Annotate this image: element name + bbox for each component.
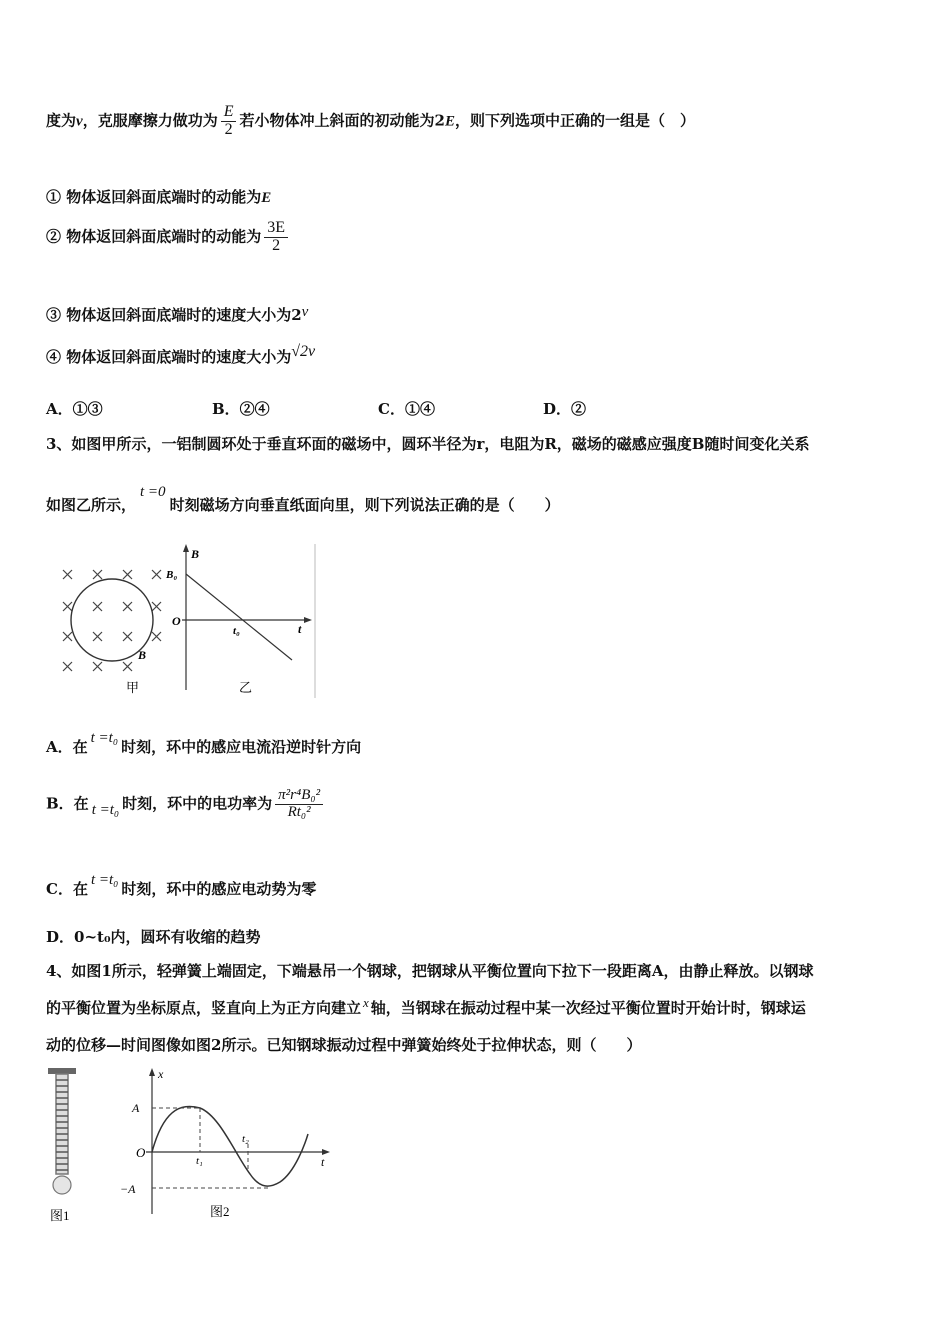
- opt-c-equation: t =t₀: [90, 872, 119, 888]
- q3-option-a[interactable]: [46, 730, 362, 757]
- q3-option-d[interactable]: D．0~t₀内，圆环有收缩的趋势: [46, 928, 261, 946]
- q4-stem-line3: 动的位移—时间图像如图2所示。已知钢球振动过程中弹簧始终处于拉伸状态，则（ ）: [46, 1036, 642, 1054]
- x-axis-arrow: [149, 1068, 155, 1076]
- frac-denominator: Rt₀²: [287, 803, 311, 820]
- item4-text: ④ 物体返回斜面底端时的速度大小为: [46, 348, 292, 366]
- item1-value: E: [261, 190, 272, 206]
- frac-numerator: π²r⁴B₀²: [275, 788, 323, 805]
- q4-text-a: 的平衡位置为坐标原点，竖直向上为正方向建立: [46, 999, 362, 1017]
- opt-b-text: 时刻，环中的电功率为: [122, 794, 273, 813]
- cross-mark: [123, 602, 132, 611]
- cross-mark: [93, 662, 102, 671]
- cross-mark: [152, 632, 161, 641]
- q2-text-b: ，克服摩擦力做功为: [82, 111, 218, 130]
- q2-item-2: [46, 220, 291, 255]
- cross-mark: [152, 602, 161, 611]
- cross-mark: [93, 602, 102, 611]
- q4-stem-line2: [46, 997, 806, 1018]
- axis-label-a: A: [132, 1101, 140, 1115]
- q4-figure-1-spring: [40, 1066, 100, 1226]
- q2-option-c[interactable]: C．①④: [378, 400, 435, 418]
- opt-b-power-fraction: [275, 788, 323, 821]
- fig-label-2: 图2: [210, 1204, 230, 1219]
- q2-var-v: v: [76, 113, 83, 130]
- axis-label-t1: t₁: [196, 1155, 203, 1167]
- item3-text: ③ 物体返回斜面底端时的速度大小为2: [46, 306, 302, 324]
- cross-mark: [93, 632, 102, 641]
- q3-stem-line1: 3、如图甲所示，一铝制圆环处于垂直环面的磁场中，圆环半径为r，电阻为R，磁场的磁感应强度B随时间变化关系: [46, 435, 810, 453]
- item2-fraction: [264, 220, 288, 255]
- cross-mark: [123, 662, 132, 671]
- q3-option-b[interactable]: [46, 788, 326, 821]
- opt-a-equation: t =t₀: [90, 730, 119, 746]
- frac-numerator: E: [221, 104, 237, 122]
- cross-mark: [63, 570, 72, 579]
- cross-mark: [63, 602, 72, 611]
- opt-a-text: 时刻，环中的感应电流沿逆时针方向: [121, 738, 362, 756]
- q2-item-3: [46, 304, 308, 325]
- cross-mark: [63, 662, 72, 671]
- q3-text-a: 如图乙所示，: [46, 496, 137, 514]
- opt-c-prefix: C．在: [46, 880, 88, 898]
- q4-figure-2-graph: [110, 1064, 340, 1224]
- cross-mark: [123, 632, 132, 641]
- axis-label-b: B: [191, 547, 200, 561]
- opt-a-prefix: A．在: [46, 738, 88, 756]
- axis-label-t0: t₀: [233, 625, 240, 637]
- b-axis-arrow: [183, 544, 189, 552]
- cross-mark: [63, 632, 72, 641]
- q2-item-1: [46, 186, 271, 207]
- t-axis-arrow: [304, 617, 312, 623]
- axis-label-x: x: [158, 1067, 164, 1081]
- cross-mark: [123, 570, 132, 579]
- item4-value: √2v: [291, 343, 316, 360]
- q4-text-b: 轴，当钢球在振动过程中某一次经过平衡位置时开始计时，钢球运: [370, 999, 806, 1017]
- axis-label-neg-a: −A: [120, 1182, 136, 1196]
- q3-t-eq-zero: t =0: [140, 484, 166, 500]
- axis-label-t: t: [298, 622, 302, 636]
- spring-coil: [56, 1074, 68, 1174]
- q2-option-b[interactable]: B．②④: [212, 400, 270, 418]
- item1-text: ① 物体返回斜面底端时的动能为: [46, 188, 262, 206]
- q4-var-x: x: [363, 995, 369, 1010]
- axis-label-o: O: [172, 614, 181, 628]
- q2-item-4: [46, 343, 316, 367]
- cross-mark: [152, 570, 161, 579]
- ceiling-mount: [48, 1068, 76, 1074]
- frac-denominator: 2: [272, 236, 281, 254]
- frac-denominator: 2: [224, 120, 233, 138]
- fig-label-jia: 甲: [126, 680, 140, 695]
- q2-fraction-e-half: [221, 104, 237, 139]
- magnetic-field-crosses: [63, 570, 161, 671]
- q3-text-b: 时刻磁场方向垂直纸面向里，则下列说法正确的是（ ）: [169, 496, 560, 514]
- frac-numerator: 3E: [264, 220, 288, 238]
- q2-option-d[interactable]: D．②: [543, 400, 587, 418]
- cross-mark: [93, 570, 102, 579]
- axis-label-b0: B₀: [166, 569, 178, 581]
- q2-var-e: E: [444, 113, 455, 130]
- axis-label-t2: t₂: [242, 1133, 249, 1145]
- opt-c-text: 时刻，环中的感应电动势为零: [121, 880, 317, 898]
- axis-label-o: O: [136, 1145, 146, 1160]
- q4-stem-line1: 4、如图1所示，轻弹簧上端固定，下端悬吊一个钢球，把钢球从平衡位置向下拉下一段距离A，由静止释放。以钢球: [46, 962, 814, 980]
- item3-value: v: [301, 304, 309, 320]
- b-t-line: [186, 574, 292, 660]
- q2-option-a[interactable]: A．①③: [46, 400, 103, 418]
- q3-option-c[interactable]: [46, 872, 317, 899]
- q2-stem: [46, 104, 695, 139]
- opt-b-equation: t =t₀: [91, 802, 120, 819]
- q3-figure: [50, 540, 330, 700]
- steel-ball: [53, 1176, 71, 1194]
- q2-text-d: ，则下列选项中正确的一组是（ ）: [454, 111, 695, 130]
- axis-label-t: t: [321, 1155, 325, 1169]
- item2-text: ② 物体返回斜面底端时的动能为: [46, 227, 262, 246]
- displacement-curve: [152, 1106, 308, 1186]
- ring-label-b: B: [138, 648, 147, 662]
- q2-text-a: 度为: [46, 111, 77, 130]
- fig-label-yi: 乙: [239, 680, 253, 695]
- fig-label-1: 图1: [50, 1208, 70, 1223]
- q3-stem-line2: [46, 484, 560, 515]
- opt-b-prefix: B．在: [46, 794, 89, 813]
- q2-text-c: 若小物体冲上斜面的初动能为2: [239, 111, 445, 130]
